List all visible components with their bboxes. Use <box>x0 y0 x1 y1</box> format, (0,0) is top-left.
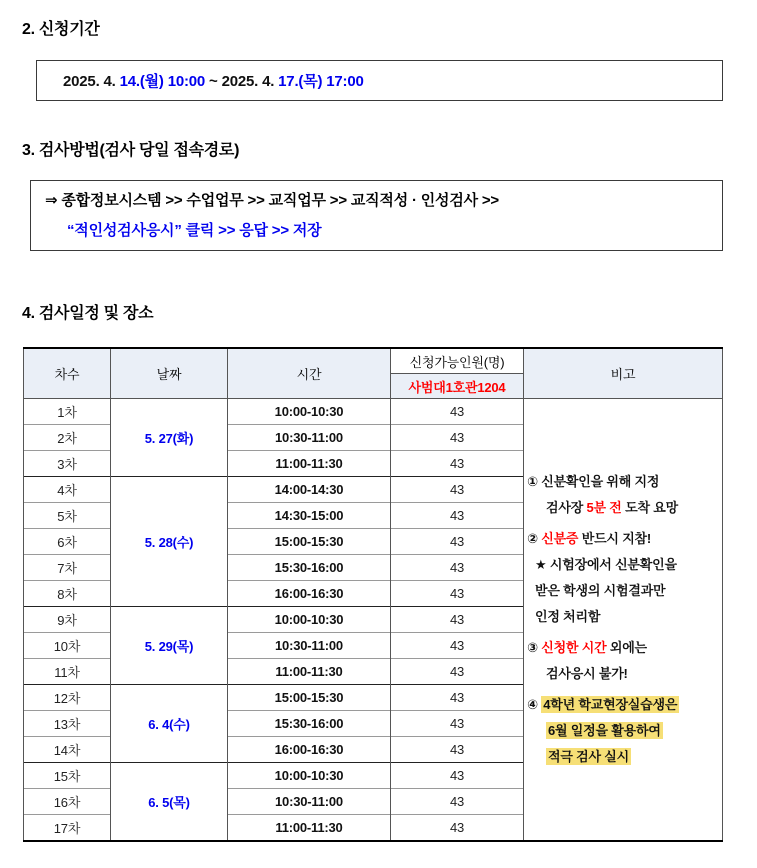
date-cell: 5. 28(수) <box>111 477 228 607</box>
capacity-cell: 43 <box>391 607 524 633</box>
text-segment: ★ 시험장에서 신분확인을 <box>535 557 677 572</box>
time-cell: 10:30-11:00 <box>228 425 391 451</box>
text-segment: ④ <box>527 697 542 712</box>
text-segment: 17.(목) 17:00 <box>278 73 364 90</box>
session-cell: 9차 <box>24 607 111 633</box>
capacity-cell: 43 <box>391 711 524 737</box>
col-header-capacity: 신청가능인원(명) <box>391 348 524 374</box>
session-cell: 1차 <box>24 399 111 425</box>
text-segment: 신청한 시간 <box>541 640 607 655</box>
remark-line <box>527 469 720 495</box>
text-segment: 검사장 <box>546 500 587 515</box>
application-period-box <box>36 60 723 101</box>
session-cell: 2차 <box>24 425 111 451</box>
time-cell: 14:00-14:30 <box>228 477 391 503</box>
session-cell: 16차 <box>24 789 111 815</box>
access-path-line-1: ⇒ 종합정보시스템 >> 수업업무 >> 교직업무 >> 교직적성 · 인성검사 >> <box>45 191 499 209</box>
date-cell: 6. 4(수) <box>111 685 228 763</box>
time-cell: 10:00-10:30 <box>228 399 391 425</box>
remark-group <box>527 692 720 770</box>
time-cell: 10:30-11:00 <box>228 633 391 659</box>
application-period-text <box>63 70 364 91</box>
capacity-cell: 43 <box>391 451 524 477</box>
remark-group <box>527 635 720 687</box>
text-segment: 외에는 <box>606 640 647 655</box>
session-cell: 12차 <box>24 685 111 711</box>
col-header-remarks: 비고 <box>524 348 723 399</box>
text-segment: 4학년 학교현장실습생은 <box>543 697 678 712</box>
capacity-cell: 43 <box>391 763 524 789</box>
session-cell: 7차 <box>24 555 111 581</box>
capacity-cell: 43 <box>391 685 524 711</box>
text-segment: 2025. 4. <box>221 73 279 90</box>
remark-line <box>527 495 720 521</box>
time-cell: 11:00-11:30 <box>228 659 391 685</box>
remark-line <box>527 692 720 718</box>
schedule-table <box>23 347 723 842</box>
session-cell: 10차 <box>24 633 111 659</box>
col-header-date: 날짜 <box>111 348 228 399</box>
capacity-cell: 43 <box>391 425 524 451</box>
text-segment: 인정 처리함 <box>535 609 601 624</box>
time-cell: 10:00-10:30 <box>228 607 391 633</box>
session-cell: 6차 <box>24 529 111 555</box>
date-cell: 6. 5(목) <box>111 763 228 842</box>
text-segment: ② <box>527 531 542 546</box>
remark-group <box>527 469 720 521</box>
time-cell: 16:00-16:30 <box>228 737 391 763</box>
time-cell: 15:00-15:30 <box>228 685 391 711</box>
section-4-heading: 4. 검사일정 및 장소 <box>22 305 154 322</box>
text-segment: 반드시 지참! <box>578 531 652 546</box>
capacity-cell: 43 <box>391 477 524 503</box>
session-cell: 11차 <box>24 659 111 685</box>
time-cell: 15:30-16:00 <box>228 711 391 737</box>
time-cell: 14:30-15:00 <box>228 503 391 529</box>
capacity-cell: 43 <box>391 815 524 842</box>
date-cell: 5. 29(목) <box>111 607 228 685</box>
capacity-cell: 43 <box>391 737 524 763</box>
section-3-heading: 3. 검사방법(검사 당일 접속경로) <box>22 142 240 159</box>
remark-line <box>527 744 720 770</box>
access-path-box <box>30 180 723 251</box>
capacity-cell: 43 <box>391 659 524 685</box>
capacity-cell: 43 <box>391 529 524 555</box>
session-cell: 4차 <box>24 477 111 503</box>
time-cell: 16:00-16:30 <box>228 581 391 607</box>
remark-line <box>527 526 720 552</box>
text-segment: ③ <box>527 640 542 655</box>
capacity-cell: 43 <box>391 581 524 607</box>
remark-group <box>527 526 720 630</box>
session-cell: 8차 <box>24 581 111 607</box>
text-segment: 도착 요망 <box>621 500 678 515</box>
time-cell: 15:30-16:00 <box>228 555 391 581</box>
capacity-cell: 43 <box>391 399 524 425</box>
section-2-heading: 2. 신청기간 <box>22 21 100 38</box>
capacity-cell: 43 <box>391 555 524 581</box>
test-room-label: 사범대1호관1204 <box>391 374 524 399</box>
capacity-cell: 43 <box>391 633 524 659</box>
session-cell: 3차 <box>24 451 111 477</box>
access-path-line-2: “적인성검사응시” 클릭 >> 응답 >> 저장 <box>67 221 322 239</box>
capacity-cell: 43 <box>391 503 524 529</box>
time-cell: 15:00-15:30 <box>228 529 391 555</box>
text-segment: ① 신분확인을 위해 지정 <box>527 474 660 489</box>
text-segment: 2025. 4. <box>63 73 120 90</box>
text-segment: 5분 전 <box>586 500 622 515</box>
remark-line <box>527 718 720 744</box>
time-cell: 11:00-11:30 <box>228 451 391 477</box>
text-segment: 6월 일정을 활용하여 <box>548 723 661 738</box>
remark-line <box>527 661 720 687</box>
text-segment: 받은 학생의 시험결과만 <box>535 583 666 598</box>
col-header-session: 차수 <box>24 348 111 399</box>
session-cell: 17차 <box>24 815 111 842</box>
time-cell: 11:00-11:30 <box>228 815 391 842</box>
capacity-cell: 43 <box>391 789 524 815</box>
remark-line <box>527 604 720 630</box>
table-row <box>24 399 723 425</box>
time-cell: 10:30-11:00 <box>228 789 391 815</box>
session-cell: 5차 <box>24 503 111 529</box>
remark-line <box>527 552 720 578</box>
session-cell: 13차 <box>24 711 111 737</box>
text-segment: 검사응시 불가! <box>546 666 628 681</box>
remarks-cell <box>524 399 723 842</box>
text-segment: 14.(월) 10:00 <box>119 73 206 90</box>
text-segment: ~ <box>205 73 222 90</box>
date-cell: 5. 27(화) <box>111 399 228 477</box>
text-segment: 적극 검사 실시 <box>548 749 629 764</box>
session-cell: 14차 <box>24 737 111 763</box>
col-header-time: 시간 <box>228 348 391 399</box>
remark-line <box>527 635 720 661</box>
session-cell: 15차 <box>24 763 111 789</box>
time-cell: 10:00-10:30 <box>228 763 391 789</box>
remark-line <box>527 578 720 604</box>
text-segment: 신분증 <box>541 531 579 546</box>
